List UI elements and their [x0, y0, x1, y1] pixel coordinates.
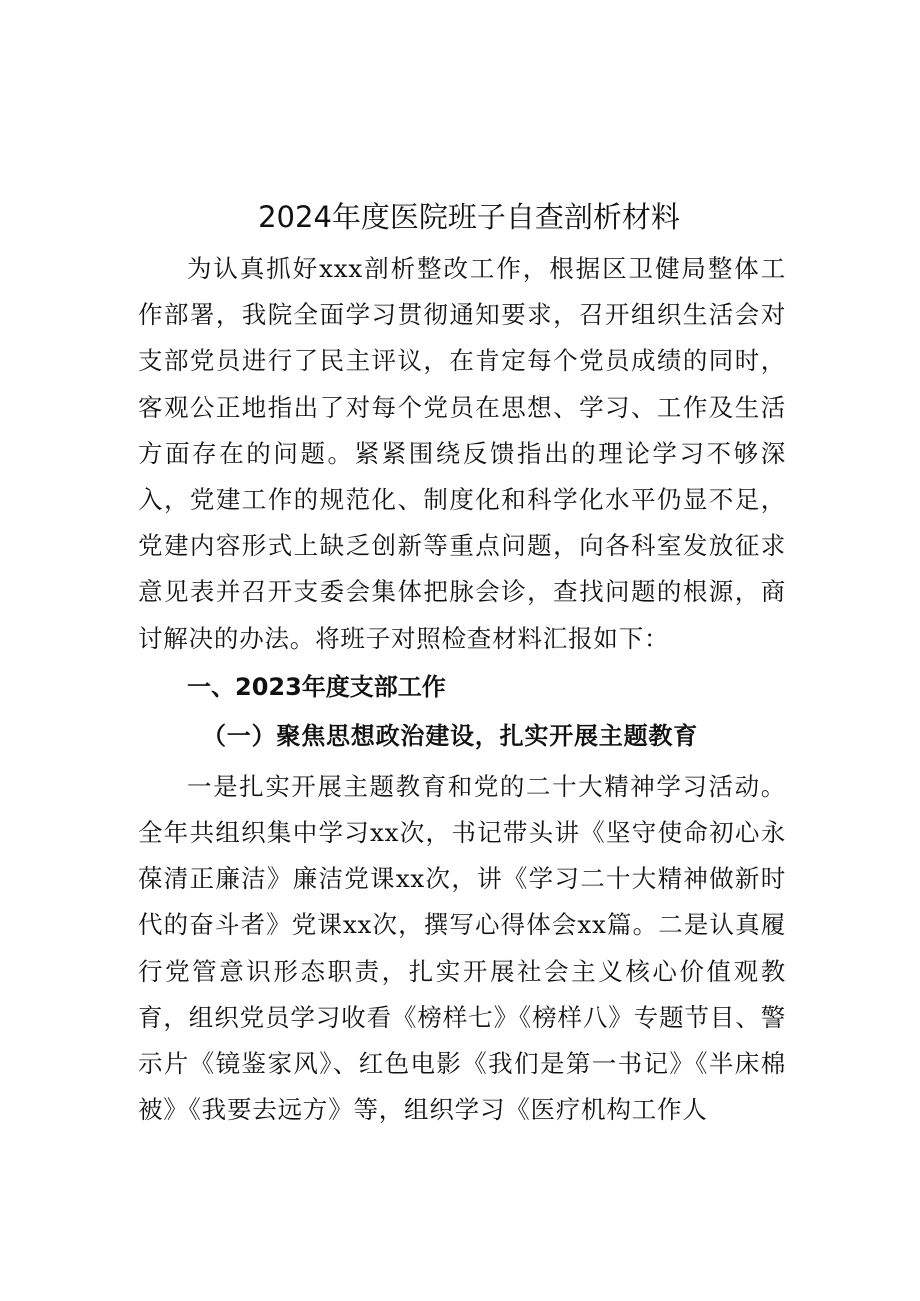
subsection-heading: （一）聚焦思想政治建设，扎实开展主题教育	[202, 720, 698, 750]
document-title: 2024年度医院班子自查剖析材料	[258, 200, 680, 234]
section-heading: 一、2023年度支部工作	[187, 672, 446, 701]
intro-paragraph: 为认真抓好xxx剖析整改工作，根据区卫健局整体工作部署，我院全面学习贯彻通知要求，召开组织生活会对支部党员进行了民主评议，在肯定每个党员成绩的同时，客观公正地指出了对每个党员在思想、学习、工作及生活方面存在的问题。紧紧围绕反馈指出的理论学习不够深入，党建工作的规范化、制度化和科学化水平仍显不足，党建内容形式上缺乏创新等重点问题，向各科室发放征求意见表并召开支委会集体把脉会诊，查找问题的根源，商讨解决的办法。将班子对照检查材料汇报如下：	[138, 254, 786, 653]
body-paragraph: 一是扎实开展主题教育和党的二十大精神学习活动。全年共组织集中学习xx次，书记带头讲《坚守使命初心永葆清正廉洁》廉洁党课xx次，讲《学习二十大精神做新时代的奋斗者》党课xx次，撰写心得体会xx篇。二是认真履行党管意识形态职责，扎实开展社会主义核心价值观教育，组织党员学习收看《榜样七》《榜样八》专题节目、警示片《镜鉴家风》、红色电影《我们是第一书记》《半床棉被》《我要去远方》等，组织学习《医疗机构工作人	[138, 771, 786, 1125]
document-body	[138, 188, 786, 1133]
